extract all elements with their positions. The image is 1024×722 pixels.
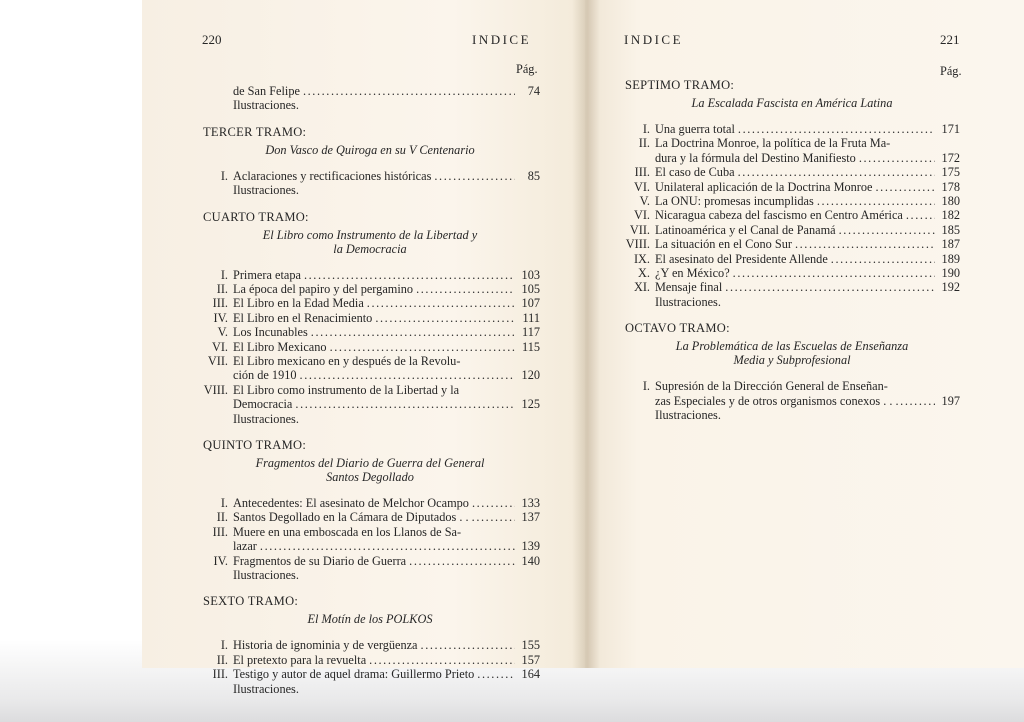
left-pag-label: Pág. <box>516 62 538 76</box>
right-page-section-0-entry <box>625 252 960 266</box>
left-page-section-1-entry <box>203 282 540 296</box>
right-page-section-0-entry-title: dura y la fórmula del Destino Manifiesto <box>655 150 856 165</box>
right-page-section-0-entry <box>625 208 960 222</box>
right-page-section-0-entry-number: VI. <box>633 208 650 223</box>
left-page-section-1-entry-number: III. <box>212 296 228 311</box>
left-page-section-1-entry-number: VII. <box>207 354 228 368</box>
right-page-section-0-entry <box>625 122 960 136</box>
right-page-section-0-entry-leader <box>831 252 935 266</box>
left-page-section-1-entry-page: 117 <box>522 325 540 340</box>
right-page-section-0-entry-first-line <box>625 136 960 150</box>
left-page-section-1-entry-page: 120 <box>521 368 540 383</box>
right-page-section-1-note: Ilustraciones. <box>655 408 721 422</box>
left-page-section-1-entry-title: Primera etapa <box>233 267 301 282</box>
right-page-section-1-subtitle-line: Media y Subprofesional <box>733 353 851 368</box>
right-page-section-0-entry-leader <box>859 151 935 165</box>
right-page-section-0-entry-leader <box>733 266 935 280</box>
right-page-section-0-entry <box>625 194 960 208</box>
right-page-section-0-entry-title-line1: La Doctrina Monroe, la política de la Fruta Ma- <box>655 136 891 151</box>
right-page-section-1-entry-first-line <box>625 379 960 393</box>
right-page-section-1-entry-number: I. <box>642 379 650 394</box>
right-page-section-0-entry-page: 187 <box>941 237 960 252</box>
right-page-section-0-entry-number: II. <box>638 136 650 151</box>
left-page-section-3-entry-number: I. <box>220 638 228 653</box>
left-page-section-2-entry-leader <box>409 554 515 568</box>
right-page-section-0-entry-page: 172 <box>941 150 960 165</box>
right-page-section-0-entry-title: ¿Y en México? <box>655 266 730 280</box>
right-page-section-0-entry-page: 189 <box>941 251 960 266</box>
left-page-section-2-entry-title: Antecedentes: El asesinato de Melchor Ocampo <box>233 496 469 510</box>
left-page-section-2-heading: QUINTO TRAMO: <box>203 438 307 452</box>
left-continuation-entry-page: 74 <box>527 84 540 98</box>
left-page-section-2-entry-page: 140 <box>521 553 540 568</box>
right-page-section-0-entry-number: X. <box>638 266 650 280</box>
left-page-section-2-entry-number: I. <box>220 496 228 510</box>
left-page-section-1-entry-title: Los Incunables <box>233 325 308 340</box>
right-page-number: 221 <box>940 32 960 47</box>
left-page-section-1-entry-page: 125 <box>521 397 540 412</box>
right-page-section-1-entry-leader <box>895 394 935 408</box>
right-page-section-0-entry-leader <box>906 208 935 222</box>
left-page-section-1-entry-title: El Libro en la Edad Media <box>233 296 364 311</box>
left-running-head: INDICE <box>472 32 532 47</box>
left-page-section-2-entry <box>203 554 540 568</box>
left-page-section-1-entry-title: La época del papiro y del pergamino <box>233 282 414 296</box>
left-page-section-1-entry-title: El Libro Mexicano <box>233 339 327 354</box>
left-page-section-3-entry <box>203 638 540 652</box>
right-page-section-0-entry-leader <box>725 280 935 294</box>
left-page-section-2-subtitle-line: Santos Degollado <box>326 470 414 484</box>
right-page-section-0-entry-leader <box>839 223 935 237</box>
left-page-section-0-entry-number: I. <box>220 168 228 183</box>
left-page-section-2-entry-page: 133 <box>521 496 540 510</box>
left-page-section-1-entry-leader <box>311 325 515 339</box>
right-page-section-0-entry-title: El caso de Cuba <box>655 165 735 180</box>
left-page-section-2-entry-leader <box>472 496 515 510</box>
left-page-section-1-entry-leader <box>416 282 515 296</box>
left-page-section-1-entry-title-line1: El Libro como instrumento de la Libertad y la <box>233 382 460 397</box>
right-page-section-1-entry <box>655 394 960 408</box>
right-page-section-0-entry-leader <box>738 165 935 179</box>
right-page-section-0-entry-title: La situación en el Cono Sur <box>655 237 792 252</box>
right-page-section-0-entry-leader <box>738 122 935 136</box>
left-page-section-3-entry-title: Historia de ignominia y de vergüenza <box>233 638 418 653</box>
left-page-section-0-entry-leader <box>434 169 515 183</box>
right-page-section-1-entry-page: 197 <box>941 393 960 408</box>
right-page-section-1-subtitle-line: La Problemática de las Escuelas de Enseñanza <box>675 339 909 354</box>
left-page-section-1-entry-title: El Libro en el Renacimiento <box>233 310 373 325</box>
left-page-section-0-entry-page: 85 <box>527 168 540 183</box>
left-page-section-3-subtitle: El Motín de los POLKOS <box>307 612 433 627</box>
right-page-section-0-entry-page: 192 <box>941 280 960 295</box>
right-page-section-0-entry-number: IX. <box>633 251 650 266</box>
right-page-section-0-entry <box>625 180 960 194</box>
left-page-section-1-entry <box>203 311 540 325</box>
left-page-section-0-subtitle: Don Vasco de Quiroga en su V Centenario <box>265 142 475 157</box>
right-page-section-0-entry-number: XI. <box>633 280 650 295</box>
left-page-section-2-subtitle-line: Fragmentos del Diario de Guerra del General <box>255 456 485 470</box>
left-page-section-1-entry-leader <box>367 296 515 310</box>
right-page-section-0-entry-page: 185 <box>941 222 960 237</box>
left-page-section-1-entry-number: IV. <box>213 310 228 325</box>
left-page-section-2-entry-page: 139 <box>521 539 540 554</box>
left-page-section-1-entry-leader <box>375 311 515 325</box>
left-page-section-2-entry-title: Fragmentos de su Diario de Guerra <box>233 553 407 568</box>
left-page-section-0-note: Ilustraciones. <box>233 183 299 198</box>
left-continuation-entry-leader <box>303 84 515 98</box>
right-page-section-0-entry-title: La ONU: promesas incumplidas <box>655 194 814 208</box>
left-page-section-1-entry-page: 103 <box>521 267 540 282</box>
left-page-section-1-subtitle-line: la Democracia <box>333 241 407 256</box>
left-page-section-1-entry-number: I. <box>220 267 228 282</box>
left-page-section-1-note: Ilustraciones. <box>233 411 299 426</box>
right-page-section-0-entry-page: 178 <box>941 179 960 194</box>
left-page-section-1-entry-number: II. <box>216 282 228 296</box>
left-page-section-1-entry-first-line <box>203 383 540 397</box>
right-page-section-0-entry-number: VI. <box>633 179 650 194</box>
right-page-section-0-entry-title: Nicaragua cabeza del fascismo en Centro América <box>655 208 903 223</box>
left-page-section-0-heading: TERCER TRAMO: <box>203 124 307 139</box>
left-page-section-1-entry <box>203 296 540 310</box>
right-page-section-0-entry <box>625 237 960 251</box>
left-page-section-3-entry <box>203 653 540 667</box>
left-page-section-3-entry-page: 164 <box>521 667 540 682</box>
left-page-section-2-note: Ilustraciones. <box>233 568 299 582</box>
left-page-section-1-entry-number: VIII. <box>203 382 228 397</box>
left-page-section-2-entry <box>233 539 540 553</box>
left-page-section-1-entry <box>203 268 540 282</box>
right-page-section-0-entry-page: 171 <box>941 122 960 136</box>
right-page-section-0-entry-leader <box>795 237 935 251</box>
left-page-section-3-entry-number: III. <box>212 667 228 682</box>
left-page-section-1-heading: CUARTO TRAMO: <box>203 209 309 224</box>
right-page-section-1-entry-title-line1: Supresión de la Dirección General de Enseñan- <box>655 379 888 394</box>
right-page-section-0-entry-number: VII. <box>629 222 650 237</box>
right-page-section-0-entry <box>625 165 960 179</box>
right-page-section-0-entry-title: Unilateral aplicación de la Doctrina Monroe <box>655 179 873 194</box>
right-page-section-1-entry-title: zas Especiales y de otros organismos conexos . . <box>655 393 893 408</box>
left-page-section-0-entry <box>203 169 540 183</box>
left-page-section-3-entry-leader <box>477 667 515 681</box>
right-page-section-0-entry <box>625 280 960 294</box>
right-page-section-0-entry <box>625 266 960 280</box>
left-page-section-1-entry-first-line <box>203 354 540 368</box>
left-page-section-1-entry-page: 107 <box>521 296 540 311</box>
left-page-section-1-entry <box>233 368 540 382</box>
left-continuation-note: Ilustraciones. <box>233 98 299 113</box>
left-page-number: 220 <box>202 32 222 47</box>
left-page-section-1-entry-number: V. <box>217 325 228 340</box>
left-page-section-2-entry-title-line1: Muere en una emboscada en los Llanos de Sa- <box>233 524 462 539</box>
left-page-section-3-entry-page: 155 <box>521 638 540 653</box>
right-page-section-0-entry-number: III. <box>634 165 650 180</box>
right-page-section-0-note: Ilustraciones. <box>655 294 721 309</box>
right-page-section-0-entry-page: 190 <box>941 266 960 280</box>
right-page-section-0-entry-title: El asesinato del Presidente Allende <box>655 251 828 266</box>
right-page-section-0-entry-page: 175 <box>941 165 960 180</box>
left-page-section-3-entry-title: Testigo y autor de aquel drama: Guillermo Prieto <box>233 667 475 682</box>
right-page-section-0-entry-number: V. <box>639 194 650 208</box>
left-page-section-2-entry-title: lazar <box>233 539 257 554</box>
right-page-section-0-entry-title: Latinoamérica y el Canal de Panamá <box>655 222 836 237</box>
left-page-section-2-entry-number: III. <box>212 524 228 539</box>
right-page-section-0-entry-number: VIII. <box>625 237 650 252</box>
left-page-section-3-entry-leader <box>369 653 515 667</box>
left-page-section-2-entry <box>203 496 540 510</box>
book-gutter <box>572 0 600 668</box>
left-page-section-1-entry-page: 111 <box>522 310 540 325</box>
right-page-section-1-heading: OCTAVO TRAMO: <box>625 321 730 336</box>
right-page-section-0-subtitle: La Escalada Fascista en América Latina <box>691 96 893 110</box>
left-page-section-2-entry-leader <box>260 539 515 553</box>
left-page-section-1-subtitle-line: El Libro como Instrumento de la Libertad y <box>262 227 478 242</box>
left-page-section-1-entry-page: 105 <box>521 282 540 296</box>
left-continuation-entry <box>203 84 540 98</box>
right-page-section-0-entry-leader <box>876 180 936 194</box>
left-page-section-2-entry-leader <box>472 510 515 524</box>
left-page-section-1-entry-title: Democracia <box>233 397 293 412</box>
left-page-section-3-entry-title: El pretexto para la revuelta <box>233 652 367 667</box>
right-pag-label: Pág. <box>940 64 962 78</box>
left-page-section-2-entry-page: 137 <box>521 510 540 525</box>
right-page-section-0-entry-page: 180 <box>941 194 960 208</box>
left-page-section-2-entry-number: II. <box>216 510 228 525</box>
left-page-section-3-note: Ilustraciones. <box>233 681 299 696</box>
right-page-section-0-entry-number: I. <box>642 122 650 136</box>
right-running-head: INDICE <box>624 32 684 47</box>
left-page-section-3-entry-page: 157 <box>521 652 540 667</box>
left-page-section-3-entry <box>203 667 540 681</box>
left-continuation-entry-title: de San Felipe <box>233 84 300 98</box>
right-page-section-0-entry-leader <box>817 194 935 208</box>
left-page-section-2-entry-title: Santos Degollado en la Cámara de Diputados . . <box>233 510 469 525</box>
left-page-section-1-entry-leader <box>330 340 515 354</box>
right-page-section-0-entry <box>625 223 960 237</box>
left-page-section-1-entry <box>203 340 540 354</box>
left-page-section-1-entry-title: ción de 1910 <box>233 368 297 383</box>
left-page-section-1-entry-leader <box>304 268 515 282</box>
right-page-section-0-entry-page: 182 <box>941 208 960 223</box>
left-page-section-1-entry <box>203 325 540 339</box>
left-page-section-1-entry-number: VI. <box>211 339 228 354</box>
left-page-section-3-heading: SEXTO TRAMO: <box>203 594 299 609</box>
left-page-section-1-entry-title-line1: El Libro mexicano en y después de la Revolu- <box>233 354 461 368</box>
left-page-section-1-entry-page: 115 <box>522 339 540 354</box>
left-page-section-1-entry-leader <box>300 368 515 382</box>
right-page-section-0-heading: SEPTIMO TRAMO: <box>625 78 735 92</box>
left-page-section-2-entry-number: IV. <box>213 553 228 568</box>
left-page-section-3-entry-leader <box>421 638 515 652</box>
left-page-section-3-entry-number: II. <box>216 652 228 667</box>
left-page-section-2-entry-first-line <box>203 525 540 539</box>
right-page-section-0-entry-title: Una guerra total <box>655 122 735 136</box>
right-page-section-0-entry <box>655 151 960 165</box>
left-page-section-1-entry <box>233 397 540 411</box>
left-page-section-0-entry-title: Aclaraciones y rectificaciones históricas <box>233 168 432 183</box>
right-page-section-0-entry-title: Mensaje final <box>655 280 723 295</box>
left-page-section-1-entry-leader <box>295 397 515 411</box>
left-page-section-2-entry <box>203 510 540 524</box>
